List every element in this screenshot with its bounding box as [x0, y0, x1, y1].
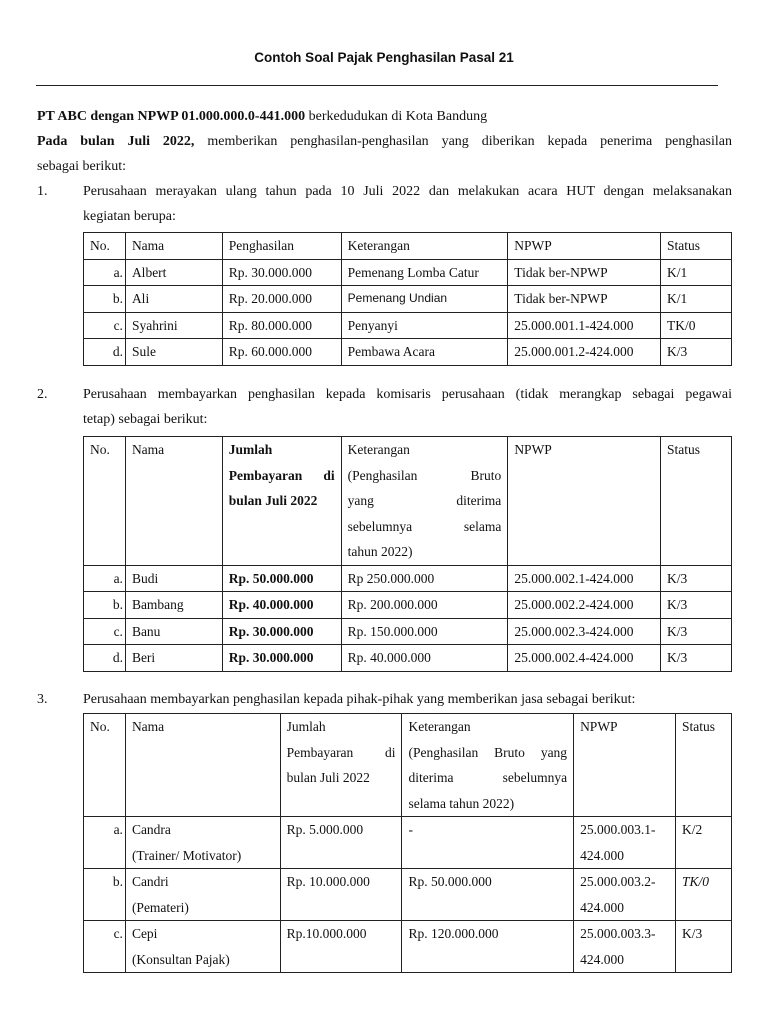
table-header-row	[84, 714, 732, 817]
cell-nama-name: Candra	[131, 822, 171, 837]
cell-keterangan: Pemenang Undian	[341, 286, 508, 313]
cell-nama: Albert	[125, 259, 222, 286]
header-no: No.	[84, 714, 126, 817]
cell-no: b.	[84, 286, 126, 313]
header-nama: Nama	[125, 714, 280, 817]
income-table-1	[83, 232, 732, 366]
cell-npwp	[574, 869, 676, 921]
cell-keterangan: Rp. 40.000.000	[341, 645, 508, 672]
cell-nama-role: (Pemateri)	[131, 899, 189, 915]
cell-jumlah: Rp. 5.000.000	[280, 817, 402, 869]
header-jumlah-line: Jumlah	[286, 719, 326, 734]
cell-keterangan: Pemenang Lomba Catur	[341, 259, 508, 286]
cell-npwp: 25.000.001.1-424.000	[508, 312, 661, 339]
period-label: Pada bulan Juli 2022,	[37, 134, 195, 149]
cell-status: K/2	[676, 817, 732, 869]
item-number: 1.	[37, 184, 48, 199]
table-row	[84, 312, 732, 339]
cell-npwp-line: 25.000.003.3-	[580, 926, 656, 941]
cell-nama: Syahrini	[125, 312, 222, 339]
income-table-2	[83, 436, 732, 672]
cell-npwp: 25.000.002.2-424.000	[508, 592, 661, 619]
cell-npwp: 25.000.002.1-424.000	[508, 565, 661, 592]
cell-nama	[125, 817, 280, 869]
header-ket-line: (Penghasilan Bruto	[347, 467, 502, 483]
cell-keterangan: Rp. 50.000.000	[402, 869, 574, 921]
header-no: No.	[84, 233, 126, 260]
cell-nama: Banu	[125, 618, 222, 645]
cell-npwp-line: 424.000	[580, 847, 624, 863]
header-nama: Nama	[125, 233, 222, 260]
cell-jumlah: Rp.10.000.000	[280, 921, 402, 973]
header-npwp: NPWP	[574, 714, 676, 817]
cell-npwp	[574, 921, 676, 973]
table-header-row	[84, 233, 732, 260]
header-ket-line: diterima sebelumnya	[408, 770, 568, 785]
cell-penghasilan: Rp. 80.000.000	[222, 312, 341, 339]
header-keterangan	[402, 714, 574, 817]
cell-npwp: 25.000.002.4-424.000	[508, 645, 661, 672]
cell-jumlah: Rp. 30.000.000	[222, 618, 341, 645]
cell-no: c.	[84, 618, 126, 645]
intro-paragraph-2	[37, 129, 732, 179]
cell-keterangan: Rp. 200.000.000	[341, 592, 508, 619]
cell-nama: Budi	[125, 565, 222, 592]
header-ket-line: selama tahun 2022)	[408, 795, 515, 811]
header-npwp: NPWP	[508, 233, 661, 260]
cell-jumlah: Rp. 40.000.000	[222, 592, 341, 619]
cell-npwp: 25.000.001.2-424.000	[508, 339, 661, 366]
header-ket-line: (Penghasilan Bruto yang	[408, 744, 568, 760]
header-ket-line: Keterangan	[408, 719, 471, 734]
cell-no: a.	[84, 817, 126, 869]
cell-penghasilan: Rp. 20.000.000	[222, 286, 341, 313]
table-row	[84, 565, 732, 592]
item-text-line2: kegiatan berupa:	[83, 209, 176, 224]
header-no: No.	[84, 437, 126, 566]
header-jumlah	[280, 714, 402, 817]
table-row	[84, 259, 732, 286]
table-row	[84, 592, 732, 619]
cell-npwp-line: 424.000	[580, 899, 624, 915]
cell-nama-role: (Konsultan Pajak)	[131, 951, 230, 967]
table-header-row	[84, 437, 732, 566]
header-status: Status	[661, 437, 732, 566]
header-jumlah-line: bulan Juli 2022	[228, 493, 318, 508]
cell-nama: Beri	[125, 645, 222, 672]
cell-status: K/1	[661, 286, 732, 313]
table-row	[84, 339, 732, 366]
item-text-line1: Perusahaan membayarkan penghasilan kepada pihak-pihak yang memberikan jasa sebagai berikut:	[83, 692, 636, 707]
cell-no: a.	[84, 259, 126, 286]
cell-status: TK/0	[661, 312, 732, 339]
cell-npwp: Tidak ber-NPWP	[508, 259, 661, 286]
header-penghasilan: Penghasilan	[222, 233, 341, 260]
cell-nama	[125, 921, 280, 973]
cell-npwp-line: 25.000.003.1-	[580, 822, 656, 837]
cell-keterangan: Rp 250.000.000	[341, 565, 508, 592]
cell-npwp	[574, 817, 676, 869]
item-text-line2: tetap) sebagai berikut:	[83, 412, 208, 427]
intro-text-line2: sebagai berikut:	[37, 159, 127, 174]
header-jumlah-line: Pembayaran di	[286, 744, 396, 760]
header-ket-line: yang diterima	[347, 493, 502, 508]
header-ket-line: sebelumnya selama	[347, 518, 502, 534]
header-jumlah-line: Pembayaran di	[228, 467, 335, 483]
header-nama: Nama	[125, 437, 222, 566]
cell-penghasilan: Rp. 60.000.000	[222, 339, 341, 366]
intro-text-line1: memberikan penghasilan-penghasilan yang diberikan kepada penerima penghasilan	[194, 134, 732, 149]
item-number: 2.	[37, 387, 48, 402]
table-row	[84, 618, 732, 645]
cell-keterangan: Pembawa Acara	[341, 339, 508, 366]
cell-jumlah: Rp. 50.000.000	[222, 565, 341, 592]
cell-npwp-line: 25.000.003.2-	[580, 874, 656, 889]
company-npwp: PT ABC dengan NPWP 01.000.000.0-441.000	[37, 109, 306, 124]
cell-keterangan: Rp. 120.000.000	[402, 921, 574, 973]
cell-no: d.	[84, 339, 126, 366]
cell-npwp: Tidak ber-NPWP	[508, 286, 661, 313]
header-jumlah	[222, 437, 341, 566]
table-row	[84, 869, 732, 921]
item-text-line1: Perusahaan merayakan ulang tahun pada 10 Juli 2022 dan melakukan acara HUT dengan melaksanakan	[83, 184, 732, 199]
header-status: Status	[661, 233, 732, 260]
header-jumlah-line: Jumlah	[228, 442, 273, 457]
cell-keterangan: Rp. 150.000.000	[341, 618, 508, 645]
table-row	[84, 645, 732, 672]
cell-no: b.	[84, 869, 126, 921]
company-location: berkedudukan di Kota Bandung	[305, 109, 488, 124]
cell-status: K/3	[676, 921, 732, 973]
header-keterangan	[341, 437, 508, 566]
cell-jumlah: Rp. 10.000.000	[280, 869, 402, 921]
header-ket-line: Keterangan	[347, 442, 410, 457]
cell-nama-role: (Trainer/ Motivator)	[131, 847, 242, 863]
cell-status: K/3	[661, 618, 732, 645]
cell-status: K/1	[661, 259, 732, 286]
cell-no: d.	[84, 645, 126, 672]
item-number: 3.	[37, 692, 48, 707]
cell-status: TK/0	[676, 869, 732, 921]
header-jumlah-line: bulan Juli 2022	[286, 770, 370, 785]
table-row	[84, 817, 732, 869]
cell-nama: Bambang	[125, 592, 222, 619]
cell-keterangan: Penyanyi	[341, 312, 508, 339]
table-row	[84, 921, 732, 973]
cell-npwp: 25.000.002.3-424.000	[508, 618, 661, 645]
cell-nama-name: Candri	[131, 874, 169, 889]
header-status: Status	[676, 714, 732, 817]
cell-nama-name: Cepi	[131, 926, 158, 941]
cell-status: K/3	[661, 645, 732, 672]
header-ket-line: tahun 2022)	[347, 544, 413, 559]
cell-no: b.	[84, 592, 126, 619]
header-keterangan: Keterangan	[341, 233, 508, 260]
cell-status: K/3	[661, 339, 732, 366]
intro-paragraph-1	[37, 104, 732, 129]
header-npwp: NPWP	[508, 437, 661, 566]
table-row	[84, 286, 732, 313]
cell-nama: Sule	[125, 339, 222, 366]
title-divider	[36, 85, 718, 86]
cell-penghasilan: Rp. 30.000.000	[222, 259, 341, 286]
cell-nama: Ali	[125, 286, 222, 313]
cell-keterangan: -	[402, 817, 574, 869]
item-text-line1: Perusahaan membayarkan penghasilan kepada komisaris perusahaan (tidak merangkap sebagai pegawai	[83, 387, 732, 402]
cell-status: K/3	[661, 565, 732, 592]
cell-npwp-line: 424.000	[580, 951, 624, 967]
document-title: Contoh Soal Pajak Penghasilan Pasal 21	[254, 50, 514, 65]
cell-no: a.	[84, 565, 126, 592]
cell-jumlah: Rp. 30.000.000	[222, 645, 341, 672]
cell-no: c.	[84, 921, 126, 973]
cell-nama	[125, 869, 280, 921]
cell-status: K/3	[661, 592, 732, 619]
income-table-3	[83, 713, 732, 973]
cell-no: c.	[84, 312, 126, 339]
